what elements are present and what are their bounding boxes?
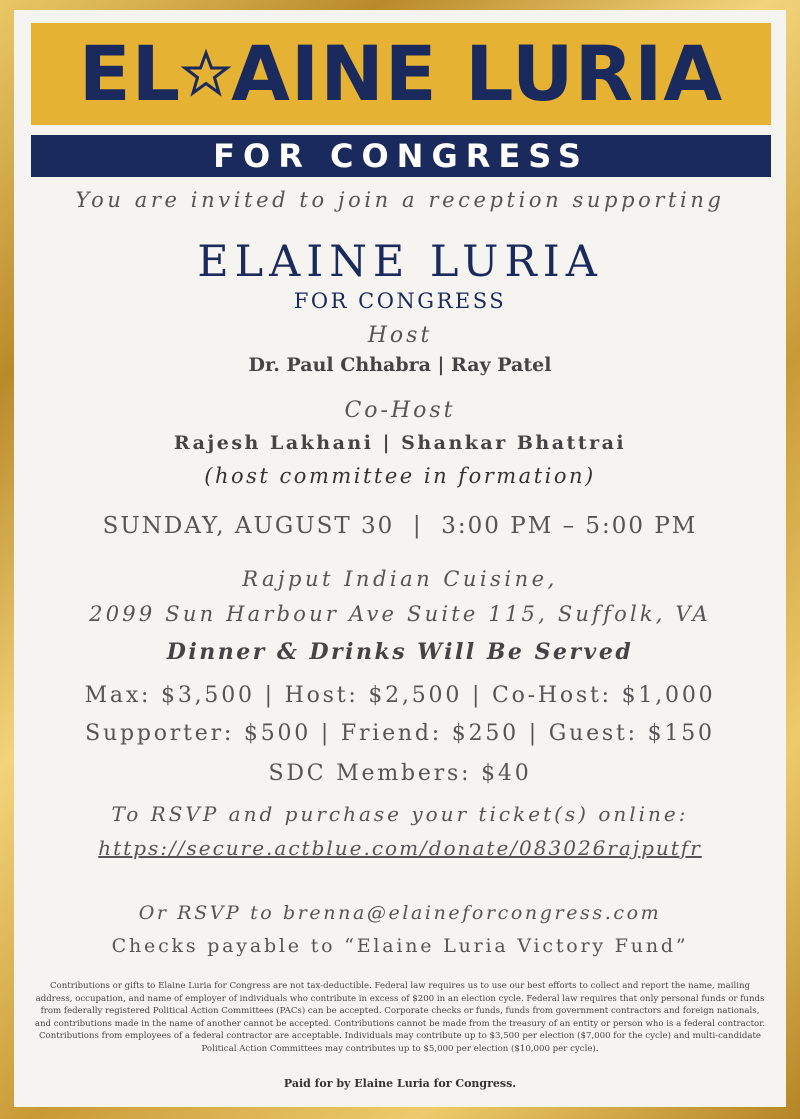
tier-line-1: Max: $3,500 | Host: $2,500 | Co-Host: $1,000 bbox=[84, 683, 716, 708]
logo-subtitle-band bbox=[31, 135, 771, 177]
rsvp-link[interactable]: https://secure.actblue.com/donate/083026rajputfr bbox=[98, 836, 702, 860]
logo-name bbox=[78, 29, 724, 118]
rsvp-email: Or RSVP to brenna@elaineforcongress.com bbox=[138, 902, 662, 924]
venue-name: Rajput Indian Cuisine, bbox=[242, 567, 558, 591]
candidate-subtitle: FOR CONGRESS bbox=[293, 289, 507, 313]
tier-line-2: Supporter: $500 | Friend: $250 | Guest: $150 bbox=[85, 721, 715, 746]
host-names: Dr. Paul Chhabra | Ray Patel bbox=[248, 354, 552, 376]
checks-payable: Checks payable to “Elaine Luria Victory Fund” bbox=[111, 935, 689, 957]
invite-intro: You are invited to join a reception supporting bbox=[75, 188, 725, 212]
campaign-logo bbox=[31, 23, 771, 176]
logo-name-band bbox=[31, 23, 771, 125]
event-date-time: SUNDAY, AUGUST 30 | 3:00 PM – 5:00 PM bbox=[102, 513, 698, 539]
candidate-name: ELAINE LURIA bbox=[197, 237, 603, 287]
logo-subtitle: FOR CONGRESS bbox=[213, 137, 589, 175]
flyer-page bbox=[14, 10, 786, 1107]
paid-for-by: Paid for by Elaine Luria for Congress. bbox=[283, 1077, 517, 1090]
cohost-names: Rajesh Lakhani | Shankar Bhattrai bbox=[173, 432, 627, 454]
committee-note: (host committee in formation) bbox=[204, 464, 596, 488]
logo-name-right: AINE LURIA bbox=[231, 29, 724, 118]
legal-disclaimer: Contributions or gifts to Elaine Luria for Congress are not tax-deductible. Federal law requires us to use our best efforts to collect and report the name, mailing address, occupation, and name of employer of individuals who contribute in excess of $200 in an election cycle. Federal law requires that only personal funds or funds from federally registered Political Action Committees (PACs) can be accepted. Corporate checks or funds, funds from government contractors and foreign nationals, and contributions made in the name of another cannot be accepted. Contributions cannot be made from the treasury of an entity or person who is a federal contractor. Contributions from employees of a federal contractor are acceptable. Individuals may contribute up to $3,500 per election ($7,000 for the cycle) and multi-candidate Political Action Committees may contributes up to $5,000 per election ($10,000 per cycle). bbox=[34, 981, 766, 1054]
star-icon bbox=[179, 47, 233, 101]
cohost-label: Co-Host bbox=[344, 398, 456, 423]
food-note: Dinner & Drinks Will Be Served bbox=[166, 639, 634, 665]
tier-line-3: SDC Members: $40 bbox=[268, 761, 532, 786]
rsvp-online-label: To RSVP and purchase your ticket(s) online: bbox=[111, 802, 689, 826]
venue-address: 2099 Sun Harbour Ave Suite 115, Suffolk, VA bbox=[89, 602, 711, 626]
logo-name-left: EL bbox=[78, 29, 182, 118]
host-label: Host bbox=[367, 323, 433, 348]
